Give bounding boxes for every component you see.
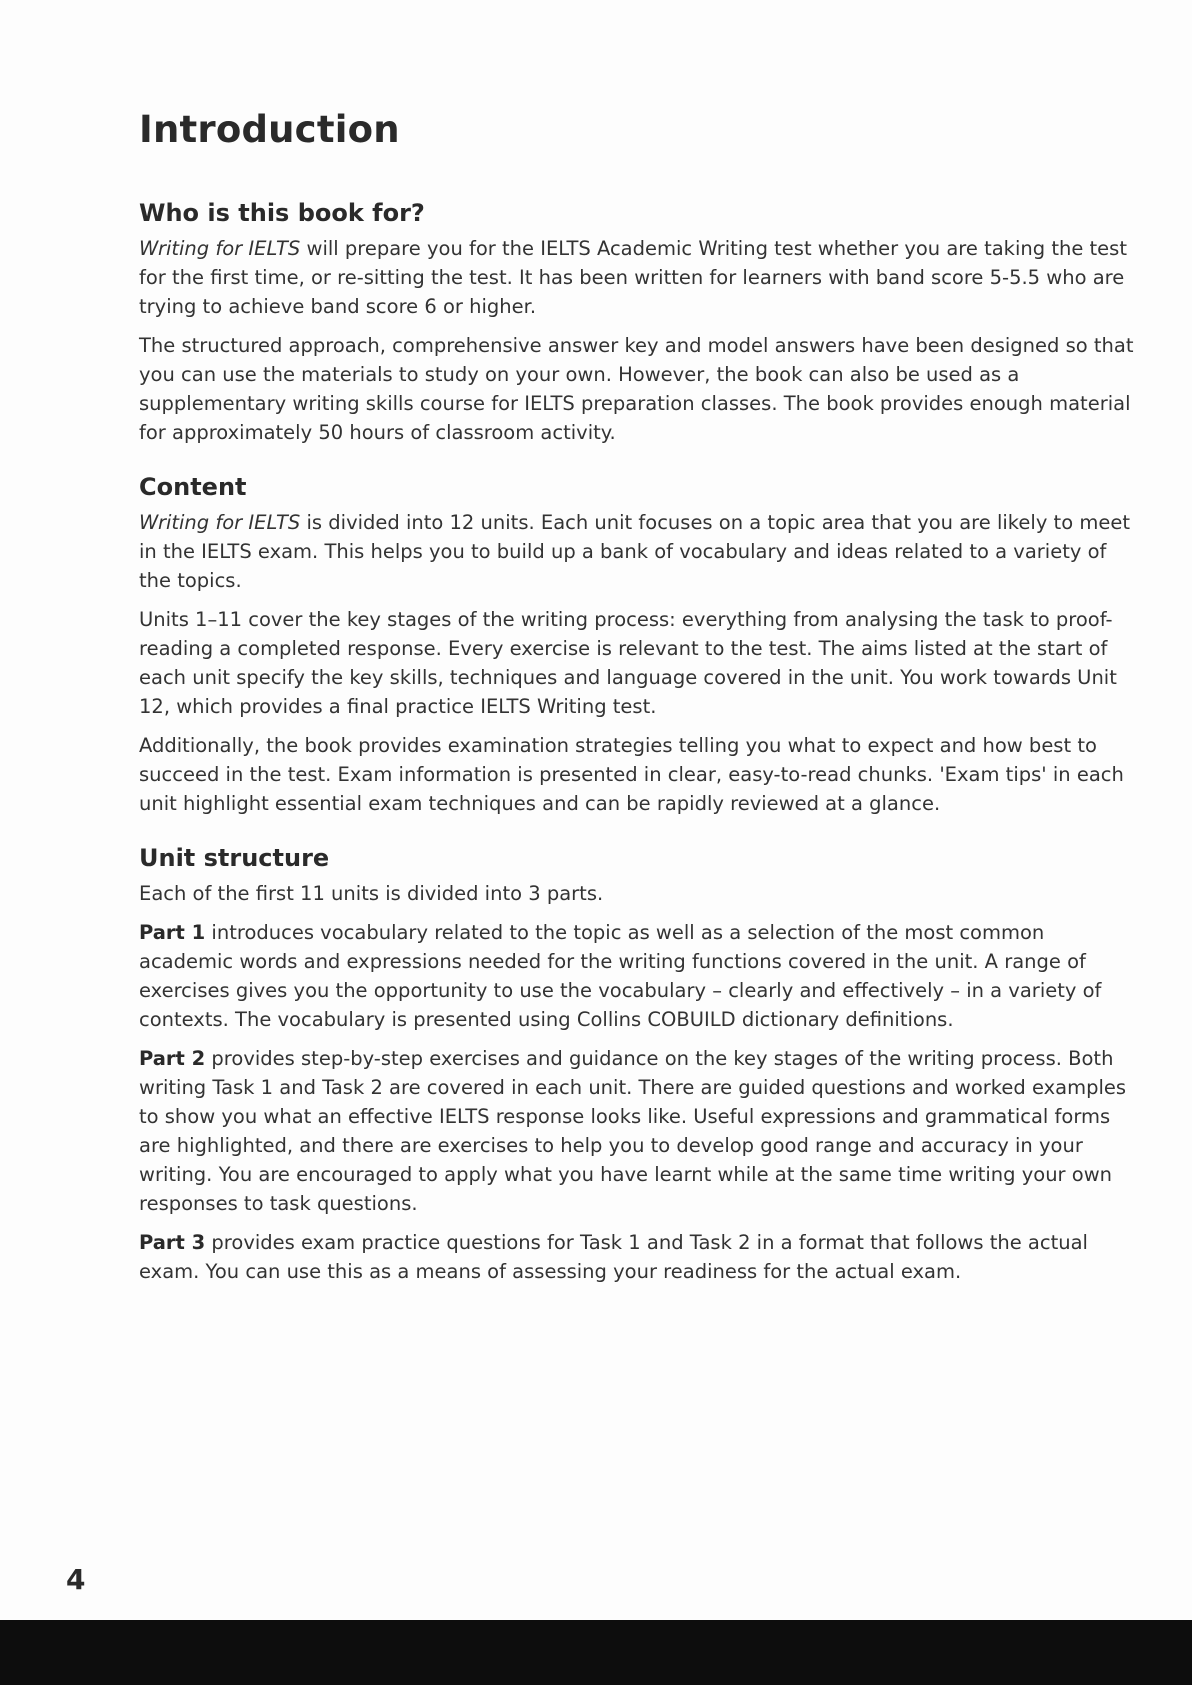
scan-border xyxy=(0,1620,1192,1685)
page-number: 4 xyxy=(66,1563,86,1596)
section-heading: Content xyxy=(139,473,247,501)
paragraph-text: introduces vocabulary related to the topic as well as a selection of the most common academic words and expressions needed for the writing functions covered in the unit. A range of exercises gives you the opportunity to use the vocabulary – clearly and effectively – in a variety of contexts. The vocabulary is presented using Collins COBUILD dictionary definitions. xyxy=(139,921,1102,1031)
section-heading: Unit structure xyxy=(139,844,330,872)
part-label: Part 2 xyxy=(139,1047,206,1070)
book-title-italic: Writing for IELTS xyxy=(139,511,301,534)
paragraph xyxy=(139,879,1139,908)
section-content xyxy=(139,473,1139,818)
paragraph-text: Additionally, the book provides examination strategies telling you what to expect and how best to succeed in the test. Exam information is presented in clear, easy-to-read chunks. 'Exam tips' in each unit highlight essential exam techniques and can be rapidly reviewed at a glance. xyxy=(139,734,1124,815)
book-title-italic: Writing for IELTS xyxy=(139,237,301,260)
part-label: Part 1 xyxy=(139,921,206,944)
paragraph xyxy=(139,605,1139,721)
section-heading: Who is this book for? xyxy=(139,199,425,227)
paragraph xyxy=(139,1044,1139,1218)
paragraph-text: Each of the first 11 units is divided into 3 parts. xyxy=(139,882,604,905)
page-content xyxy=(139,108,1139,1312)
part-label: Part 3 xyxy=(139,1231,206,1254)
paragraph xyxy=(139,731,1139,818)
section-who-is-this-book-for xyxy=(139,199,1139,447)
paragraph xyxy=(139,918,1139,1034)
section-unit-structure xyxy=(139,844,1139,1286)
paragraph xyxy=(139,508,1139,595)
paragraph-text: Units 1–11 cover the key stages of the writing process: everything from analysing the task to proof-reading a completed response. Every exercise is relevant to the test. The aims listed at the start of each unit specify the key skills, techniques and language covered in the unit. You work towards Unit 12, which provides a final practice IELTS Writing test. xyxy=(139,608,1117,718)
paragraph xyxy=(139,1228,1139,1286)
paragraph-text: provides step-by-step exercises and guidance on the key stages of the writing process. Both writing Task 1 and Task 2 are covered in each unit. There are guided questions and worked examples to show you what an effective IELTS response looks like. Useful expressions and grammatical forms are highlighted, and there are exercises to help you to develop good range and accuracy in your writing. You are encouraged to apply what you have learnt while at the same time writing your own responses to task questions. xyxy=(139,1047,1127,1215)
paragraph-text: provides exam practice questions for Task 1 and Task 2 in a format that follows the actual exam. You can use this as a means of assessing your readiness for the actual exam. xyxy=(139,1231,1088,1283)
paragraph xyxy=(139,234,1139,321)
paragraph-text: The structured approach, comprehensive answer key and model answers have been designed so that you can use the materials to study on your own. However, the book can also be used as a supplementary writing skills course for IELTS preparation classes. The book provides enough material for approximately 50 hours of classroom activity. xyxy=(139,334,1134,444)
paragraph-text: will prepare you for the IELTS Academic Writing test whether you are taking the test for the first time, or re-sitting the test. It has been written for learners with band score 5-5.5 who are trying to achieve band score 6 or higher. xyxy=(139,237,1127,318)
page-title: Introduction xyxy=(139,108,400,151)
paragraph-text: is divided into 12 units. Each unit focuses on a topic area that you are likely to meet in the IELTS exam. This helps you to build up a bank of vocabulary and ideas related to a variety of the topics. xyxy=(139,511,1130,592)
paragraph xyxy=(139,331,1139,447)
